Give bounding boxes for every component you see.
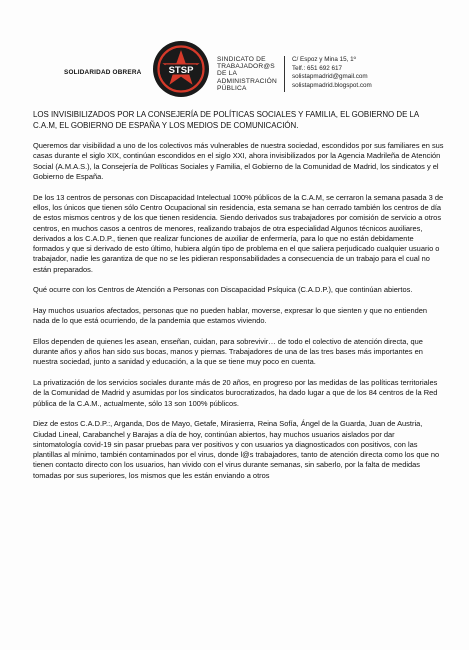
org-name: SOLIDARIDAD OBRERA	[64, 69, 142, 76]
header-divider	[284, 56, 285, 92]
union-name: SINDICATO DE TRABAJADOR@S DE LA ADMINISTRACIÓN PÚBLICA	[217, 56, 277, 92]
letterhead	[0, 0, 469, 100]
paragraph: Queremos dar visibilidad a uno de los colectivos más vulnerables de nuestra sociedad, escondidos por sus familiares en sus casas durante el siglo XIX, continúan escondidos en el siglo XXI, ahora invisibilizados por la Agencia Madrileña de Atención Social (A.M.A.S.), la Consejería de Políticas Sociales y Familia, el Gobierno de la Comunidad de Madrid, los sindicatos y el Gobierno de España.	[33, 141, 444, 182]
address: C/ Espoz y Mina 15, 1º	[292, 56, 356, 63]
document-body	[33, 110, 445, 481]
paragraph: La privatización de los servicios sociales durante más de 20 años, en progreso por las medidas de las políticas territoriales de la Comunidad de Madrid y asumidas por los sindicatos burocratizados, ha dado lugar a que de los 84 centros de la Red pública de la C.A.M., actualmente, sólo 13 son 100% públicos.	[33, 378, 438, 408]
contact-block	[292, 56, 372, 90]
email: solistapmadrid@gmail.com	[292, 73, 368, 81]
logo-text: STSP	[168, 65, 194, 76]
union-logo	[152, 40, 210, 98]
blog-url: solistapmadrid.blogspot.com	[292, 81, 372, 89]
paragraph: De los 13 centros de personas con Discapacidad Intelectual 100% públicos de la C.A.M, se cerraron la semana pasada 3 de ellos, los únicos que tienen sólo Centro Ocupacional sin residencia, esta semana se han cerrado también los centros de día de estos mismos centros y de los que tienen residencia. Siendo derivados sus trabajadores por comisión de servicio a otros centros, en muchos casos a centros de menores, realizando trabajos de otra especialidad Algunos técnicos auxiliares, derivados a los C.A.D.P., tienen que realizar funciones de auxiliar de enfermería, para lo que no están debidamente formados y que si derivado de esto último, hubiera algún tipo de problema en el que saliera perjudicado cualquier usuario o trabajador, nadie les garantiza de que no se les pidieran responsabilidades a consecuencia de un trabajo para el cual no están preparados.	[33, 192, 444, 274]
paragraph: Qué ocurre con los Centros de Atención a Personas con Discapacidad Psíquica (C.A.D.P.), que continúan abiertos.	[33, 285, 413, 295]
document-title: LOS INVISIBILIZADOS POR LA CONSEJERÍA DE POLÍTICAS SOCIALES Y FAMILIA, EL GOBIERNO DE LA C.A.M, EL GOBIERNO DE ESPAÑA Y LOS MEDIOS DE COMUNICACIÓN.	[33, 110, 419, 130]
paragraph: Hay muchos usuarios afectados, personas que no pueden hablar, moverse, expresar lo que sienten y que no entienden nada de lo que está ocurriendo, de la pandemia que estamos viviendo.	[33, 305, 428, 326]
paragraph: Diez de estos C.A.D.P.:, Arganda, Dos de Mayo, Getafe, Mirasierra, Reina Sofía, Ángel de la Guarda, Juan de Austria, Ciudad Lineal, Carabanchel y Barajas a día de hoy, continúan abiertos, hay muchos usuarios aislados por dar sintomatología covid-19 sin pasar pruebas para ver positivos y con usuarios ya diagnosticados con positivos, con las plantillas al mínimo, también contaminados por el virus, donde l@s trabajadores, tanto de atención directa como los que no tienen contacto directo con los usuarios, han vivido con el virus durante semanas, sin saberlo, por la falta de medidas tomadas por sus superiores, los mismos que les están enviando a otros	[33, 419, 440, 480]
paragraph: Ellos dependen de quienes les asean, enseñan, cuidan, para sobrevivir… de todo el colectivo de atención directa, que durante años y años han sido sus bocas, manos y piernas. Trabajadores de una de las tres bases más importantes en nuestra sociedad, junto a sanidad y educación, a la que se tiene muy poco en cuenta.	[33, 336, 423, 367]
phone: Telf.: 651 692 617	[292, 64, 343, 72]
